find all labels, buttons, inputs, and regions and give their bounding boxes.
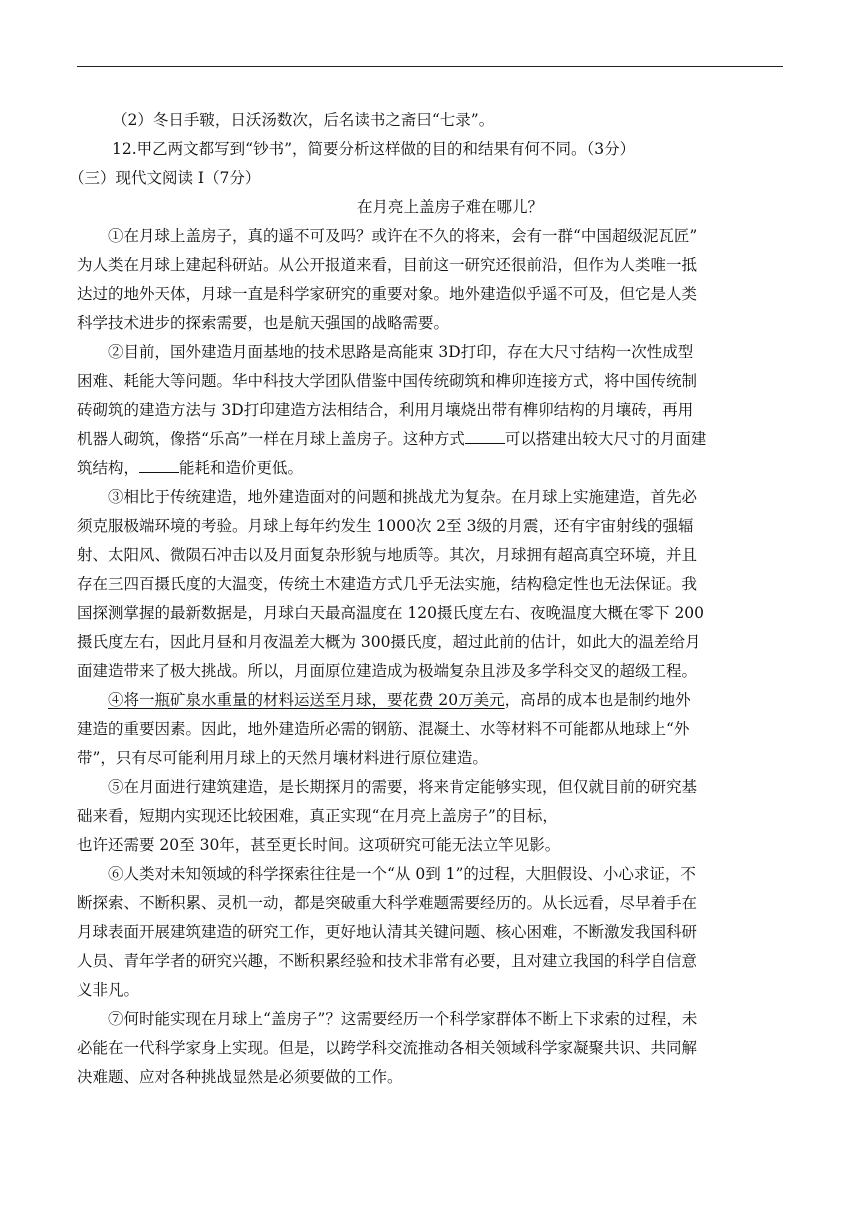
text-line: ⑥人类对未知领域的科学探索往往是一个“从 0到 1”的过程，大胆假设、小心求证，不 [108, 865, 696, 883]
text-line: 须克服极端环境的考验。月球上每年约发生 1000次 2至 3级的月震，还有宇宙射线的强辐 [77, 517, 694, 535]
text-line: 础来看，短期内实现还比较困难，真正实现“在月亮上盖房子”的目标， [77, 807, 558, 825]
text-line: ⑤在月面进行建筑建造，是长期探月的需要，将来肯定能够实现，但仅就目前的研究基 [108, 778, 698, 796]
text-line: ③相比于传统建造，地外建造面对的问题和挑战尤为复杂。在月球上实施建造，首先必 [108, 488, 698, 506]
fill-blank-2[interactable] [139, 456, 179, 473]
text-segment: ，高昂的成本也是制约地外 [504, 691, 691, 709]
paragraph-7 [77, 1005, 783, 1092]
paragraph-3 [77, 483, 783, 686]
text-line: 国探测掌握的最新数据是，月球白天最高温度在 120摄氏度左右、夜晚温度大概在零下 200 [77, 604, 705, 622]
paragraph-2 [77, 338, 783, 483]
text-line: 面建造带来了极大挑战。所以，月面原位建造成为极端复杂且涉及多学科交叉的超级工程。 [77, 662, 698, 680]
text-line [77, 454, 783, 483]
article-title: 在月亮上盖房子难在哪儿？ [356, 198, 543, 216]
text-line: 月球表面开展建筑建造的研究工作，更好地认清其关键问题、核心困难，不断激发我国科研 [77, 923, 698, 941]
text-line: 必能在一代科学家身上实现。但是，以跨学科交流推动各相关领域科学家凝聚共识、共同解 [77, 1039, 698, 1057]
fill-blank-1[interactable] [465, 427, 505, 444]
header-rule [77, 66, 783, 67]
text-line: 决难题、应对各种挑战显然是必须要做的工作。 [77, 1068, 403, 1086]
text-line: 为人类在月球上建起科研站。从公开报道来看，目前这一研究还很前沿，但作为人类唯一抵 [77, 256, 698, 274]
text-segment: 筑结构， [77, 459, 140, 477]
paragraph-6 [77, 860, 783, 1005]
text-line: 射、太阳风、微陨石冲击以及月面复杂形貌与地质等。其次，月球拥有超高真空环境，并且 [77, 546, 698, 564]
text-line: 断探索、不断积累、灵机一动，都是突破重大科学难题需要经历的。从长远看，尽早着手在 [77, 894, 698, 912]
text-segment: 可以搭建出较大尺寸的月面建 [504, 430, 707, 448]
text-line: ②目前，国外建造月面基地的技术思路是高能束 3D打印，存在大尺寸结构一次性成型 [108, 343, 694, 361]
text-line: ①在月球上盖房子，真的遥不可及吗？或许在不久的将来，会有一群“中国超级泥瓦匠” [108, 227, 698, 245]
paragraph-5 [77, 773, 783, 860]
question-11-2-line: （2）冬日手皲，日沃汤数次，后名读书之斋曰“七录”。 [112, 111, 495, 129]
document-body [69, 106, 783, 1092]
section-heading: （三）现代文阅读 Ⅰ（7分） [69, 169, 261, 187]
text-line: 科学技术进步的探索需要，也是航天强国的战略需要。 [77, 314, 450, 332]
text-line: 义非凡。 [77, 981, 140, 999]
text-line [77, 425, 783, 454]
text-line: 建造的重要因素。因此，地外建造所必需的钢筋、混凝土、水等材料不可能都从地球上“外 [77, 720, 690, 738]
text-segment: 能耗和造价更低。 [179, 459, 304, 477]
text-segment: 机器人砌筑，像搭“乐高”一样在月球上盖房子。这种方式 [77, 430, 465, 448]
text-line [77, 686, 783, 715]
text-line: ⑦何时能实现在月球上“盖房子”？这需要经历一个科学家群体不断上下求索的过程，未 [108, 1010, 698, 1028]
paragraph-4 [77, 686, 783, 773]
text-line: 带”，只有尽可能利用月球上的天然月壤材料进行原位建造。 [77, 749, 488, 767]
text-line: 困难、耗能大等问题。华中科技大学团队借鉴中国传统砌筑和榫卯连接方式，将中国传统制 [77, 372, 698, 390]
underlined-sentence: ④将一瓶矿泉水重量的材料运送至月球，要花费 20万美元 [108, 691, 505, 709]
paragraph-1 [77, 222, 783, 338]
text-line: 砖砌筑的建造方法与 3D打印建造方法相结合，利用月壤烧出带有榫卯结构的月壤砖，再用 [77, 401, 694, 419]
text-line: 摄氏度左右，因此月昼和月夜温差大概为 300摄氏度，超过此前的估计，如此大的温差给月 [77, 633, 701, 651]
text-line: 存在三四百摄氏度的大温变，传统土木建造方式几乎无法实施，结构稳定性也无法保证。我 [77, 575, 698, 593]
question-12-line: 12.甲乙两文都写到“钞书”，简要分析这样做的目的和结果有何不同。（3分） [112, 140, 636, 158]
text-line: 人员、青年学者的研究兴趣，不断积累经验和技术非常有必要，且对建立我国的科学自信意 [77, 952, 698, 970]
text-line: 达过的地外天体，月球一直是科学家研究的重要对象。地外建造似乎遥不可及，但它是人类 [77, 285, 698, 303]
text-line: 也许还需要 20至 30年，甚至更长时间。这项研究可能无法立竿见影。 [77, 836, 561, 854]
